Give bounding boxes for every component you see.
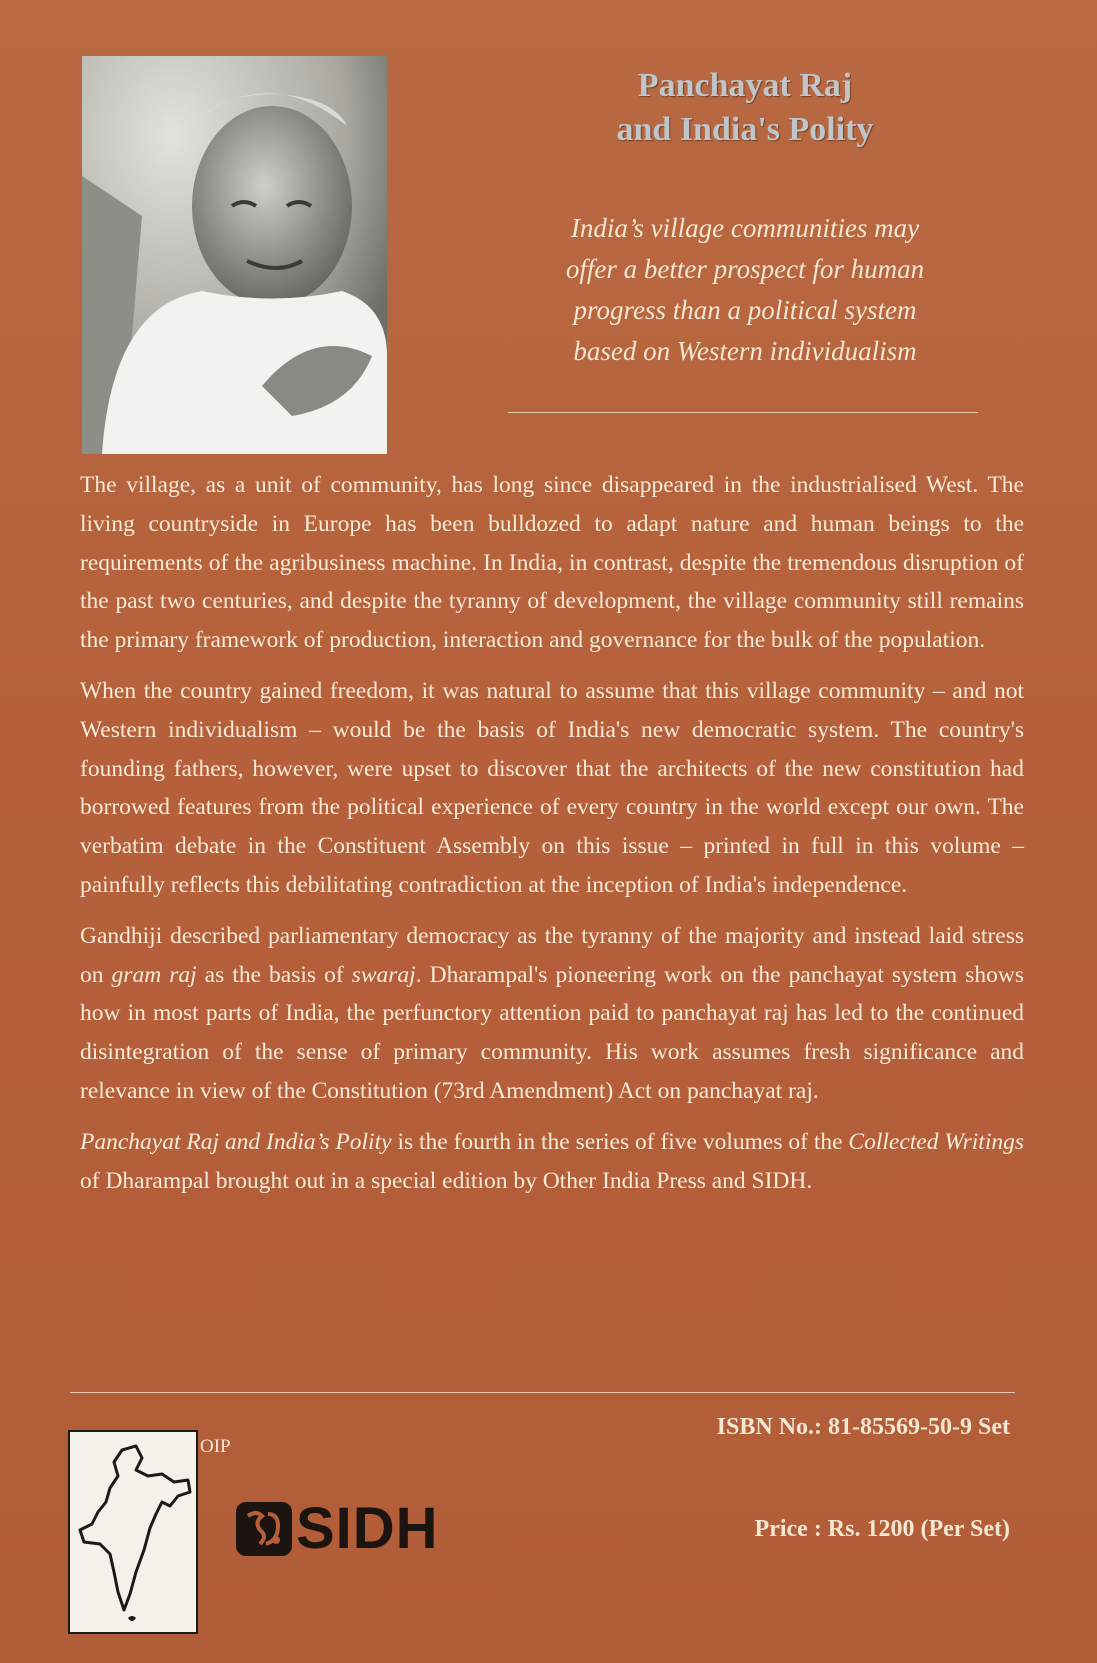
collected-writings-title: Collected Writings: [848, 1128, 1024, 1155]
blurb-paragraph-2: When the country gained freedom, it was natural to assume that this village community – and not Western individualism – would be the basis of India's new democratic system. The country's founding fathers, however, were upset to discover that the architects of the new constitution had borrowed features from the political experience of every country in the world except our own. The verbatim debate in the Constituent Assembly on this issue – printed in full in this volume – painfully reflects this debilitating contradiction at the inception of India's independence.: [80, 677, 1024, 898]
sidh-logo: [236, 1498, 446, 1560]
gram-raj-term: gram raj: [111, 961, 197, 988]
tagline-line: progress than a political system: [573, 295, 917, 325]
p3-text-a: Gandhiji described parliamentary democracy as the tyranny of the majority and instead laid stress on: [80, 922, 1024, 988]
blurb-paragraph-4: [80, 1123, 1024, 1201]
tagline-line: India’s village communities may: [570, 213, 920, 243]
blurb-body: [80, 466, 1024, 1212]
tagline-line: offer a better prospect for human: [565, 254, 925, 284]
author-photo: [82, 56, 387, 454]
oip-logo: [68, 1430, 198, 1634]
price-label: Price : Rs. 1200 (Per Set): [754, 1516, 1010, 1542]
author-portrait-image: [82, 56, 387, 454]
india-map-icon: [70, 1432, 196, 1632]
blurb-paragraph-1: The village, as a unit of community, has long since disappeared in the industrialised West. The living countryside in Europe has been bulldozed to adapt nature and human beings to the requirements of the agribusiness machine. In India, in contrast, despite the tremendous disruption of the past two centuries, and despite the tyranny of development, the village community still remains the primary framework of production, interaction and governance for the bulk of the population.: [80, 472, 1024, 654]
p3-text-b: as the basis of: [196, 961, 352, 988]
p3-text-c: . Dharampal's pioneering work on the panchayat system shows how in most parts of India, the perfunctory attention paid to panchayat raj has led to the continued disintegration of the sense of primary community. His work assumes fresh significance and relevance in view of the Constitution (73rd Amendment) Act on panchayat raj.: [80, 961, 1024, 1104]
sidh-wordmark: SIDH: [296, 1496, 439, 1561]
sidh-monogram-icon: [236, 1502, 292, 1556]
book-title: [520, 64, 970, 152]
tagline-line: based on Western individualism: [573, 336, 917, 366]
p4-text-a: is the fourth in the series of five volumes of the: [391, 1128, 849, 1155]
divider-bottom: [70, 1392, 1015, 1393]
book-title-line-1: Panchayat Raj: [637, 67, 853, 104]
book-tagline: [520, 208, 970, 372]
book-title-italic: Panchayat Raj and India’s Polity: [80, 1128, 392, 1155]
blurb-paragraph-3: [80, 917, 1024, 1111]
p4-text-b: of Dharampal brought out in a special edition by Other India Press and SIDH.: [80, 1167, 813, 1194]
divider-top: [508, 412, 978, 413]
swaraj-term: swaraj: [351, 961, 416, 988]
oip-label: OIP: [200, 1436, 231, 1457]
book-title-line-2: and India's Polity: [616, 111, 874, 148]
isbn-number: ISBN No.: 81-85569-50-9 Set: [716, 1414, 1010, 1440]
